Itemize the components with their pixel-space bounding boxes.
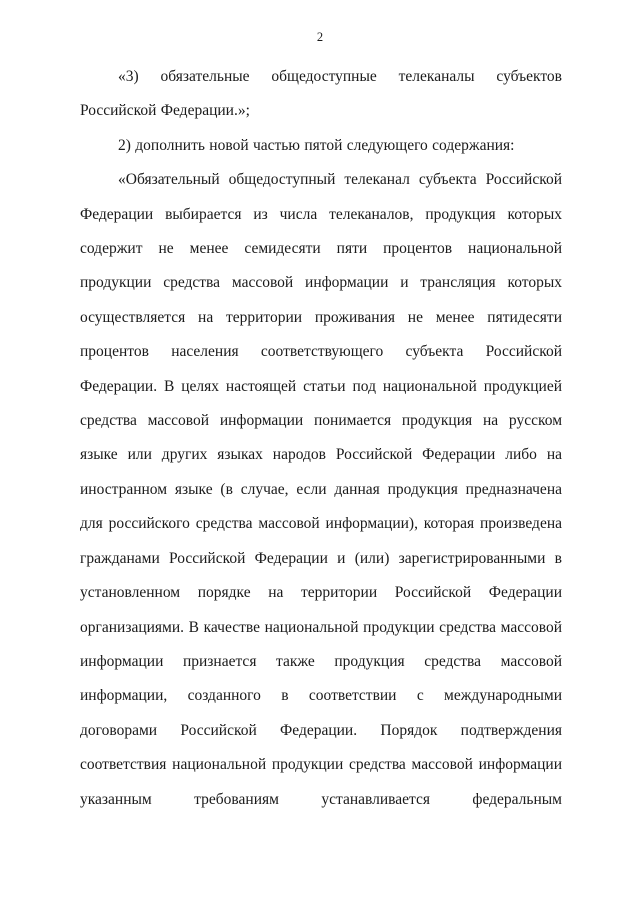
- document-body: [80, 60, 562, 817]
- paragraph-part-five: «Обязательный общедоступный телеканал субъекта Российской Федерации выбирается из числа телеканалов, продукция которых содержит не менее семидесяти пяти процентов национальной продукции средства массовой информации и трансляция которых осуществляется на территории проживания не менее пятидесяти процентов населения соответствующего субъекта Российской Федерации. В целях настоящей статьи под национальной продукцией средства массовой информации понимается продукция на русском языке или других языках народов Российской Федерации либо на иностранном языке (в случае, если данная продукция предназначена для российского средства массовой информации), которая произведена гражданами Российской Федерации и (или) зарегистрированными в установленном порядке на территории Российской Федерации организациями. В качестве национальной продукции средства массовой информации признается также продукция средства массовой информации, созданного в соответствии с международными договорами Российской Федерации. Порядок подтверждения соответствия национальной продукции средства массовой информации указанным требованиям устанавливается федеральным: [80, 171, 562, 808]
- paragraph-item-3: «3) обязательные общедоступные телеканалы субъектов Российской Федерации.»;: [80, 68, 562, 120]
- page-number: 2: [316, 30, 324, 44]
- paragraph-amendment-2: 2) дополнить новой частью пятой следующего содержания:: [118, 136, 515, 154]
